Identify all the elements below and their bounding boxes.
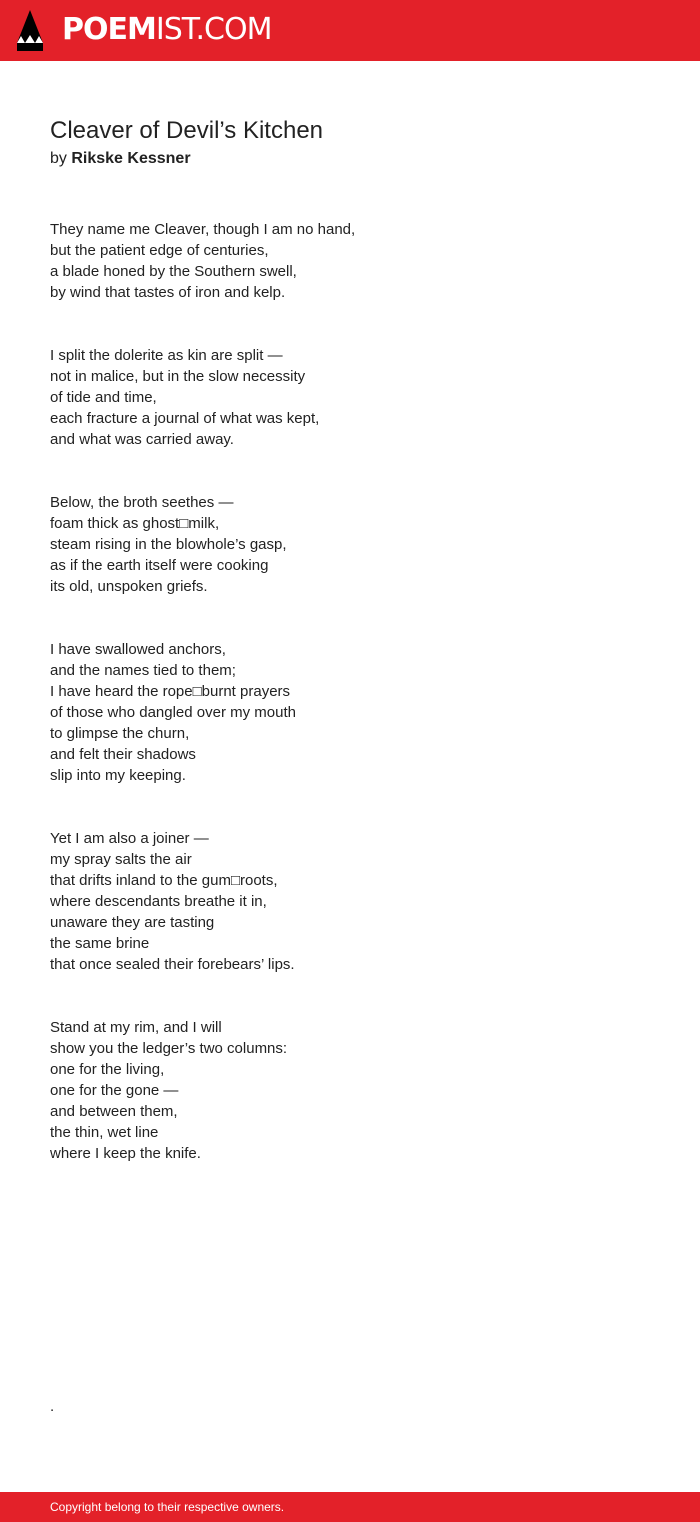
copyright-text: Copyright belong to their respective owners. [50, 1500, 285, 1514]
poem-line: of those who dangled over my mouth [50, 704, 296, 721]
poem-line: Stand at my rim, and I will [50, 1019, 222, 1036]
poem-line: foam thick as ghost□milk, [50, 515, 220, 532]
poem-line: of tide and time, [50, 389, 157, 406]
poem-line: They name me Cleaver, though I am no hand, [50, 221, 356, 238]
poem-line: I have swallowed anchors, [50, 641, 226, 658]
poem-line: and what was carried away. [50, 431, 234, 448]
stanza [50, 219, 650, 303]
poem-line: and between them, [50, 1103, 178, 1120]
poem-line: where I keep the knife. [50, 1145, 201, 1162]
poem-line: each fracture a journal of what was kept, [50, 410, 320, 427]
by-label: by [50, 150, 67, 167]
site-footer [0, 1492, 700, 1522]
poem-body [50, 219, 650, 1206]
logo-text-light: IST.COM [155, 12, 272, 47]
stanza [50, 639, 650, 786]
poem-line: by wind that tastes of iron and kelp. [50, 284, 286, 301]
stanza [50, 492, 650, 597]
poem-line: the same brine [50, 935, 150, 952]
poem-line: that drifts inland to the gum□roots, [50, 872, 278, 889]
poem-line: one for the living, [50, 1061, 165, 1078]
pencil-tip-icon[interactable] [17, 10, 43, 51]
poem-line: show you the ledger’s two columns: [50, 1040, 288, 1057]
poem-line: not in malice, but in the slow necessity [50, 368, 306, 385]
poem-line: as if the earth itself were cooking [50, 557, 269, 574]
poem-line: and the names tied to them; [50, 662, 236, 679]
poem-line: steam rising in the blowhole’s gasp, [50, 536, 287, 553]
poem-line: slip into my keeping. [50, 767, 186, 784]
poem-line: that once sealed their forebears’ lips. [50, 956, 295, 973]
poem-line: the thin, wet line [50, 1124, 159, 1141]
stanza [50, 1017, 650, 1164]
poem-line: to glimpse the churn, [50, 725, 190, 742]
stanza [50, 345, 650, 450]
site-logo[interactable] [62, 11, 271, 49]
poem-line: a blade honed by the Southern swell, [50, 263, 297, 280]
poem-line: unaware they are tasting [50, 914, 215, 931]
poem-line: I have heard the rope□burnt prayers [50, 683, 291, 700]
poem-line: I split the dolerite as kin are split — [50, 347, 283, 364]
poem-line: Yet I am also a joiner — [50, 830, 209, 847]
poem-line: where descendants breathe it in, [50, 893, 267, 910]
poem-line: one for the gone — [50, 1082, 179, 1099]
poem-title: Cleaver of Devil’s Kitchen [50, 117, 324, 144]
poem-line: its old, unspoken griefs. [50, 578, 208, 595]
site-header [0, 0, 700, 61]
end-mark: . [50, 1398, 55, 1415]
author-name: Rikske Kessner [71, 150, 191, 167]
logo-text-bold: POEM [62, 12, 156, 47]
byline [50, 149, 191, 169]
poem-line: and felt their shadows [50, 746, 196, 763]
stanza [50, 828, 650, 975]
poem-line: my spray salts the air [50, 851, 192, 868]
poem-line: but the patient edge of centuries, [50, 242, 269, 259]
poem-line: Below, the broth seethes — [50, 494, 234, 511]
